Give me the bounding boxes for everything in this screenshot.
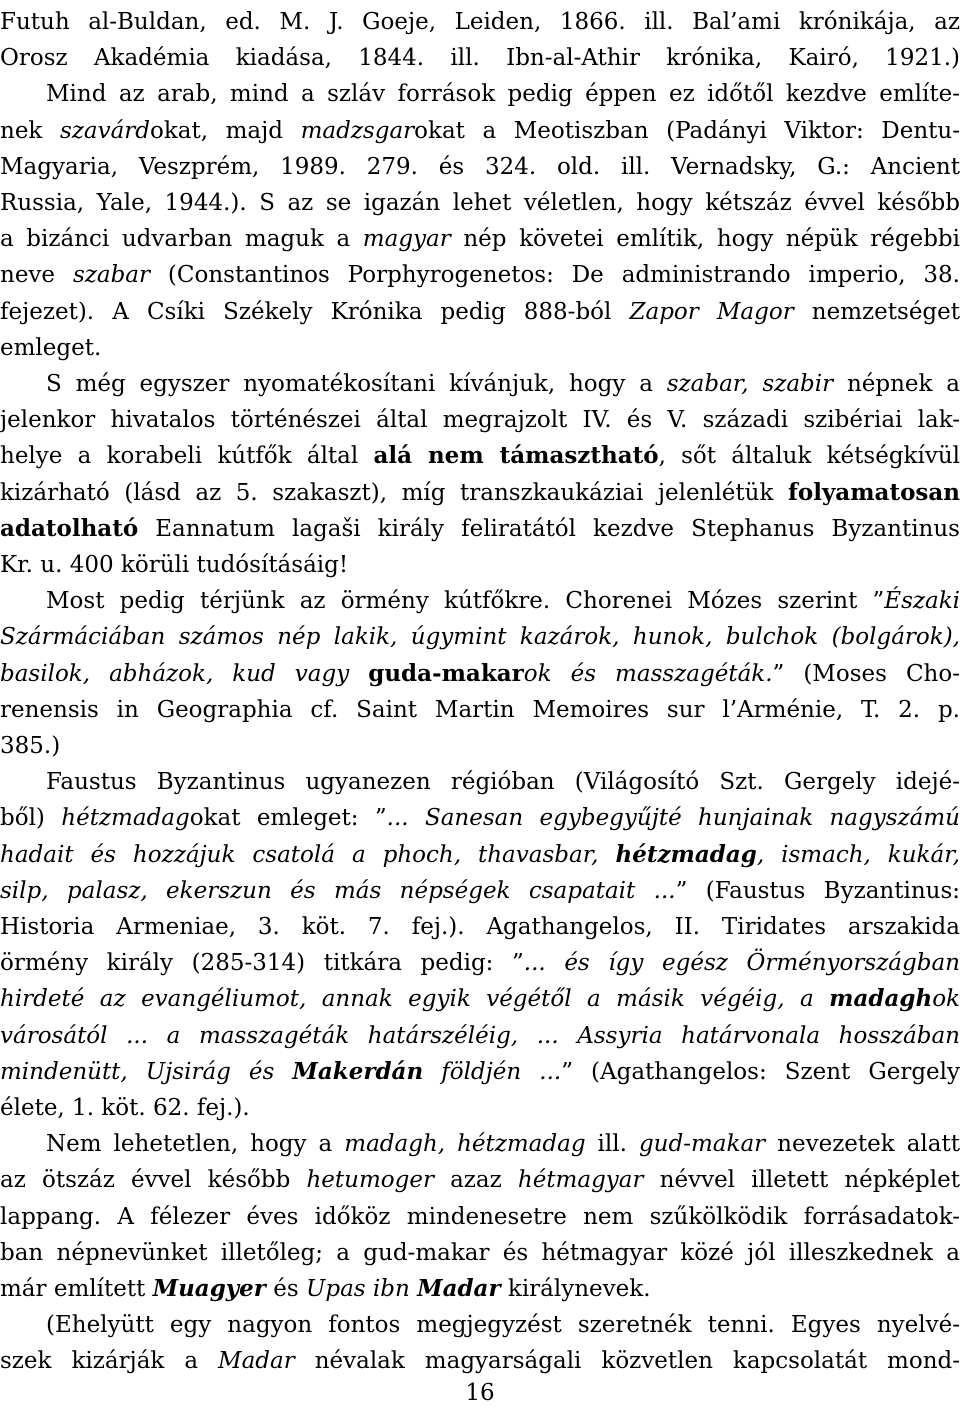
- text-line: [0, 438, 960, 474]
- text-line: [0, 1162, 960, 1198]
- text-line: [0, 402, 960, 438]
- text-line: [0, 656, 960, 692]
- text-run: fejezet). A Csíki Székely Krónika pedig 888-ból: [0, 298, 630, 325]
- text-line: [0, 1271, 960, 1307]
- text-line: [0, 257, 960, 293]
- italic-text: ok és masszagéták.: [523, 660, 773, 687]
- text-line: [0, 1054, 960, 1090]
- text-line: [0, 692, 960, 728]
- text-line: [0, 764, 960, 800]
- text-run: Magyaria, Veszprém, 1989. 279. és 324. old. ill. Vernadsky, G.: Ancient: [0, 153, 960, 180]
- text-run: Most pedig térjünk az örmény kútfőkre. Chorenei Mózes szerint ”: [46, 588, 885, 615]
- text-line: [0, 76, 960, 112]
- italic-text: ... és így egész Örményországban: [523, 950, 960, 977]
- text-run: S még egyszer nyomatékosítani kívánjuk, hogy a: [46, 371, 667, 397]
- text-run: nép követei említik, hogy népük régebbi: [450, 226, 960, 253]
- text-line: [0, 1018, 960, 1054]
- italic-text: hétzmadag: [61, 805, 190, 832]
- italic-text: ... Sanesan egybegyűjté hunjainak nagyszámú: [386, 805, 960, 832]
- text-line: [0, 330, 960, 366]
- text-run: ” (Moses Cho-: [772, 660, 960, 687]
- text-run: emleget.: [0, 334, 102, 361]
- text-run: népnek a: [833, 371, 960, 397]
- text-line: [0, 1126, 960, 1162]
- text-line: [0, 583, 960, 619]
- text-line: [0, 619, 960, 655]
- text-run: az ötszáz évvel később: [0, 1167, 307, 1194]
- text-run: és: [265, 1276, 306, 1302]
- bold-text: Madar: [417, 1275, 501, 1302]
- text-run: lappang. A félezer éves időköz mindenesetre nem szűkölködik forrásadatok-: [0, 1203, 960, 1230]
- text-line: [0, 4, 960, 40]
- text-run: ill.: [585, 1131, 639, 1158]
- text-run: ből): [0, 805, 62, 832]
- italic-text: madagh, hétzmadag: [344, 1131, 586, 1158]
- text-run: 385.): [0, 733, 61, 759]
- italic-text: ok: [932, 986, 960, 1013]
- text-run: örmény király (285-314) titkára pedig: ”: [0, 950, 524, 977]
- italic-text: földjén ...: [423, 1058, 562, 1085]
- text-line: [0, 1343, 960, 1379]
- text-run: Mind az arab, mind a szláv források pedig éppen ez időtől kezdve említe-: [46, 81, 960, 108]
- text-run: Orosz Akadémia kiadása, 1844. ill. Ibn-al-Athir krónika, Kairó, 1921.): [0, 45, 960, 72]
- text-line: [0, 185, 960, 221]
- text-run: jelenkor hivatalos történészei által megrajzolt IV. és V. századi szibériai lak-: [0, 407, 960, 434]
- bold-text: hétzmadag: [615, 840, 757, 868]
- italic-text: Északi: [884, 588, 960, 615]
- text-line: [0, 837, 960, 873]
- text-run: okat a Meotiszban (Padányi Viktor: Dentu-: [414, 117, 960, 144]
- text-line: [0, 1199, 960, 1235]
- text-run: Faustus Byzantinus ugyanezen régióban (Világosító Szt. Gergely idejé-: [46, 769, 960, 796]
- bold-text: guda-makar: [368, 659, 524, 687]
- italic-text: hétmagyar: [517, 1167, 644, 1194]
- text-run: élete, 1. köt. 62. fej.).: [0, 1095, 250, 1121]
- text-run: Historia Armeniae, 3. köt. 7. fej.). Agathangelos, II. Tiridates arszakida: [0, 914, 960, 940]
- bold-text: folyamatosan: [787, 478, 960, 506]
- italic-text: , ismach, kukár,: [756, 841, 960, 868]
- text-run: (Ehelyütt egy nagyon fontos megjegyzést szeretnék tenni. Egyes nyelvé-: [46, 1312, 960, 1339]
- text-line: [0, 149, 960, 185]
- text-run: ” (Agathangelos: Szent Gergely: [561, 1058, 960, 1085]
- text-line: [0, 1090, 960, 1126]
- italic-text: silp, palasz, ekerszun és más népségek csapatait ...: [0, 877, 676, 904]
- italic-text: basilok, abházok, kud vagy: [0, 660, 369, 687]
- text-run: okat, majd: [150, 117, 301, 144]
- bold-text: Makerdán: [292, 1057, 424, 1085]
- text-line: [0, 909, 960, 945]
- italic-text: hirdeté az evangéliumot, annak egyik végétől a másik végéig, a: [0, 986, 830, 1013]
- text-run: (Constantinos Porphyrogenetos: De administrando imperio, 38.: [150, 262, 960, 289]
- text-run: Nem lehetetlen, hogy a: [46, 1131, 345, 1158]
- text-line: [0, 728, 960, 764]
- italic-text: szabar: [72, 262, 151, 289]
- text-run: királynevek.: [500, 1276, 651, 1302]
- text-run: helye a korabeli kútfők által: [0, 443, 374, 470]
- italic-text: szavárd: [59, 117, 150, 144]
- text-run: szek kizárják a: [0, 1348, 219, 1375]
- text-line: [0, 511, 960, 547]
- italic-text: Upas ibn: [305, 1276, 418, 1302]
- text-line: [0, 40, 960, 76]
- bold-text: Muagyer: [152, 1275, 266, 1302]
- italic-text: gud-makar: [638, 1131, 766, 1158]
- text-line: [0, 113, 960, 149]
- text-line: [0, 945, 960, 981]
- text-run: okat emleget: ”: [189, 805, 387, 832]
- text-run: nek: [0, 117, 60, 144]
- text-run: Futuh al-Buldan, ed. M. J. Goeje, Leiden, 1866. ill. Bal’ami krónikája, az: [0, 9, 960, 35]
- text-run: ” (Faustus Byzantinus:: [675, 877, 960, 904]
- text-run: nemzetséget: [793, 298, 960, 325]
- text-line: [0, 221, 960, 257]
- italic-text: madzsgar: [300, 117, 415, 144]
- text-line: [0, 981, 960, 1017]
- italic-text: szabar, szabir: [666, 371, 834, 397]
- text-line: [0, 366, 960, 402]
- italic-text: városától ... a masszagéták határszéléig, ... Assyria határvonala hosszában: [0, 1022, 960, 1049]
- italic-text: hadait és hozzájuk csatolá a phoch, thavasbar,: [0, 841, 616, 868]
- text-line: [0, 547, 960, 583]
- italic-text: Zapor Magor: [629, 298, 794, 325]
- italic-text: mindenütt, Ujsirág és: [0, 1058, 293, 1085]
- italic-text: hetumoger: [306, 1167, 434, 1194]
- italic-text: magyar: [362, 226, 451, 253]
- italic-text: Madar: [218, 1348, 295, 1375]
- text-run: Kr. u. 400 körüli tudósításáig!: [0, 552, 349, 578]
- text-run: azaz: [433, 1167, 518, 1194]
- bold-text: alá nem támasztható: [373, 442, 659, 470]
- bold-text: adatolható: [0, 514, 139, 542]
- text-run: neve: [0, 262, 73, 289]
- text-line: [0, 873, 960, 909]
- text-run: Russia, Yale, 1944.). S az se igazán lehet véletlen, hogy kétszáz évvel később: [0, 190, 960, 216]
- text-run: ban népnevünket illetőleg; a gud-makar és hétmagyar közé jól illeszkednek a: [0, 1239, 960, 1266]
- text-run: , sőt általuk kétségkívül: [658, 443, 960, 470]
- page-number: 16: [465, 1380, 495, 1406]
- text-run: már említett: [0, 1276, 153, 1302]
- text-run: kizárható (lásd az 5. szakaszt), míg transzkaukáziai jelenlétük: [0, 479, 788, 506]
- text-run: a bizánci udvarban maguk a: [0, 226, 363, 253]
- text-line: [0, 1235, 960, 1271]
- italic-text: Szármáciában számos nép lakik, úgymint kazárok, hunok, bulchok (bolgárok),: [0, 624, 960, 651]
- text-run: renensis in Geographia cf. Saint Martin Memoires sur l’Arménie, T. 2. p.: [0, 696, 960, 723]
- text-run: nevezetek alatt: [765, 1131, 960, 1158]
- text-line: [0, 475, 960, 511]
- text-line: [0, 800, 960, 836]
- bold-text: madagh: [829, 985, 933, 1013]
- text-line: [0, 1307, 960, 1343]
- text-run: névvel illetett népképlet: [643, 1167, 960, 1194]
- text-run: Eannatum lagaši király feliratától kezdve Stephanus Byzantinus: [138, 515, 960, 542]
- text-run: névalak magyarságali közvetlen kapcsolatát mond-: [294, 1348, 960, 1375]
- text-line: [0, 294, 960, 330]
